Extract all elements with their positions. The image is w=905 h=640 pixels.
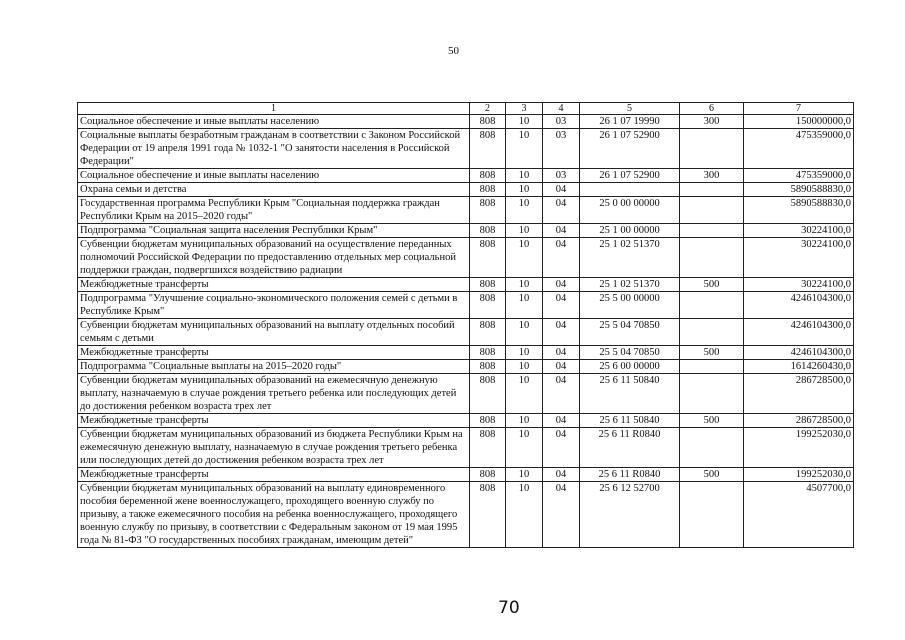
cell-c4: 03 bbox=[543, 169, 580, 183]
cell-c5: 25 6 11 R0840 bbox=[580, 468, 680, 482]
cell-c3: 10 bbox=[506, 360, 543, 374]
page-number: 50 bbox=[448, 45, 459, 57]
cell-c4: 04 bbox=[543, 346, 580, 360]
cell-c3: 10 bbox=[506, 183, 543, 197]
row-name: Охрана семьи и детства bbox=[78, 183, 470, 197]
cell-c4: 03 bbox=[543, 115, 580, 129]
row-name: Субвенции бюджетам муниципальных образований на осуществление переданных полномочий Российской Федерации по предоставлению отдельных мер социальной поддержки граждан, подвергшихся воздействию радиации bbox=[78, 238, 470, 278]
cell-c2: 808 bbox=[470, 319, 506, 346]
cell-c4: 04 bbox=[543, 319, 580, 346]
table-row bbox=[78, 468, 854, 482]
cell-amount: 4507700,0 bbox=[744, 482, 854, 548]
table-row bbox=[78, 169, 854, 183]
column-header: 3 bbox=[506, 103, 543, 115]
cell-c2: 808 bbox=[470, 238, 506, 278]
row-name: Субвенции бюджетам муниципальных образований на выплату отдельных пособий семьям с детьми bbox=[78, 319, 470, 346]
row-name: Субвенции бюджетам муниципальных образований из бюджета Республики Крым на ежемесячную денежную выплату, назначаемую в случае рождения третьего ребенка или последующих детей до достижения ребенком возраста трех лет bbox=[78, 428, 470, 468]
cell-c5: 25 6 11 50840 bbox=[580, 374, 680, 414]
cell-c5: 25 1 02 51370 bbox=[580, 278, 680, 292]
cell-c5: 26 1 07 52900 bbox=[580, 129, 680, 169]
table-row bbox=[78, 115, 854, 129]
cell-c4: 04 bbox=[543, 374, 580, 414]
table-row bbox=[78, 197, 854, 224]
row-name: Подпрограмма "Социальная защита населения Республики Крым" bbox=[78, 224, 470, 238]
table-row bbox=[78, 238, 854, 278]
cell-amount: 286728500,0 bbox=[744, 414, 854, 428]
table-row bbox=[78, 346, 854, 360]
cell-c4: 03 bbox=[543, 129, 580, 169]
cell-c4: 04 bbox=[543, 224, 580, 238]
table-row bbox=[78, 183, 854, 197]
cell-amount: 4246104300,0 bbox=[744, 292, 854, 319]
cell-amount: 199252030,0 bbox=[744, 468, 854, 482]
cell-c6: 500 bbox=[680, 468, 744, 482]
row-name: Подпрограмма "Социальные выплаты на 2015–2020 годы" bbox=[78, 360, 470, 374]
cell-c3: 10 bbox=[506, 224, 543, 238]
cell-amount: 150000000,0 bbox=[744, 115, 854, 129]
column-header: 7 bbox=[744, 103, 854, 115]
cell-c4: 04 bbox=[543, 238, 580, 278]
cell-c3: 10 bbox=[506, 169, 543, 183]
column-header: 5 bbox=[580, 103, 680, 115]
cell-c6 bbox=[680, 292, 744, 319]
table-row bbox=[78, 292, 854, 319]
row-name: Социальные выплаты безработным гражданам в соответствии с Законом Российской Федерации от 19 апреля 1991 года № 1032-1 "О занятости населения в Российской Федерации" bbox=[78, 129, 470, 169]
cell-c5: 25 6 00 00000 bbox=[580, 360, 680, 374]
cell-c5: 25 5 00 00000 bbox=[580, 292, 680, 319]
cell-c5: 26 1 07 19990 bbox=[580, 115, 680, 129]
cell-c4: 04 bbox=[543, 428, 580, 468]
column-header: 1 bbox=[78, 103, 470, 115]
row-name: Субвенции бюджетам муниципальных образований на ежемесячную денежную выплату, назначаемую в случае рождения третьего ребенка или последующих детей до достижения ребенком возраста трех лет bbox=[78, 374, 470, 414]
cell-amount: 199252030,0 bbox=[744, 428, 854, 468]
cell-c6: 500 bbox=[680, 414, 744, 428]
cell-c3: 10 bbox=[506, 238, 543, 278]
row-name: Межбюджетные трансферты bbox=[78, 346, 470, 360]
cell-c2: 808 bbox=[470, 224, 506, 238]
cell-c4: 04 bbox=[543, 278, 580, 292]
cell-c6 bbox=[680, 374, 744, 414]
cell-c4: 04 bbox=[543, 360, 580, 374]
table-row bbox=[78, 360, 854, 374]
cell-c3: 10 bbox=[506, 115, 543, 129]
cell-c6 bbox=[680, 319, 744, 346]
cell-c6 bbox=[680, 183, 744, 197]
cell-c6 bbox=[680, 238, 744, 278]
cell-c2: 808 bbox=[470, 482, 506, 548]
cell-c5 bbox=[580, 183, 680, 197]
cell-c2: 808 bbox=[470, 183, 506, 197]
cell-c2: 808 bbox=[470, 115, 506, 129]
cell-c5: 25 1 00 00000 bbox=[580, 224, 680, 238]
cell-c5: 25 0 00 00000 bbox=[580, 197, 680, 224]
table-row bbox=[78, 319, 854, 346]
row-name: Межбюджетные трансферты bbox=[78, 414, 470, 428]
cell-c5: 25 5 04 70850 bbox=[580, 346, 680, 360]
cell-amount: 30224100,0 bbox=[744, 278, 854, 292]
cell-c4: 04 bbox=[543, 414, 580, 428]
table-row bbox=[78, 374, 854, 414]
cell-amount: 30224100,0 bbox=[744, 238, 854, 278]
row-name: Государственная программа Республики Крым "Социальная поддержка граждан Республики Крым на 2015–2020 годы" bbox=[78, 197, 470, 224]
cell-c4: 04 bbox=[543, 197, 580, 224]
cell-c2: 808 bbox=[470, 169, 506, 183]
row-name: Подпрограмма "Улучшение социально-экономического положения семей с детьми в Республике Крым" bbox=[78, 292, 470, 319]
cell-c2: 808 bbox=[470, 360, 506, 374]
cell-c5: 25 1 02 51370 bbox=[580, 238, 680, 278]
cell-amount: 5890588830,0 bbox=[744, 183, 854, 197]
cell-c3: 10 bbox=[506, 278, 543, 292]
cell-c2: 808 bbox=[470, 468, 506, 482]
cell-c4: 04 bbox=[543, 183, 580, 197]
cell-amount: 4246104300,0 bbox=[744, 319, 854, 346]
cell-amount: 1614260430,0 bbox=[744, 360, 854, 374]
budget-table bbox=[77, 102, 854, 548]
cell-c3: 10 bbox=[506, 374, 543, 414]
cell-c6 bbox=[680, 482, 744, 548]
cell-c4: 04 bbox=[543, 468, 580, 482]
cell-c6: 500 bbox=[680, 346, 744, 360]
cell-c6: 300 bbox=[680, 169, 744, 183]
cell-c4: 04 bbox=[543, 482, 580, 548]
cell-c2: 808 bbox=[470, 129, 506, 169]
cell-c6 bbox=[680, 360, 744, 374]
cell-amount: 30224100,0 bbox=[744, 224, 854, 238]
cell-amount: 286728500,0 bbox=[744, 374, 854, 414]
cell-c6: 300 bbox=[680, 115, 744, 129]
column-header: 2 bbox=[470, 103, 506, 115]
cell-c3: 10 bbox=[506, 346, 543, 360]
cell-amount: 4246104300,0 bbox=[744, 346, 854, 360]
table-row bbox=[78, 224, 854, 238]
cell-c6 bbox=[680, 224, 744, 238]
cell-c6 bbox=[680, 428, 744, 468]
cell-c3: 10 bbox=[506, 129, 543, 169]
cell-amount: 475359000,0 bbox=[744, 169, 854, 183]
table-row bbox=[78, 129, 854, 169]
cell-c4: 04 bbox=[543, 292, 580, 319]
cell-c3: 10 bbox=[506, 482, 543, 548]
cell-amount: 5890588830,0 bbox=[744, 197, 854, 224]
cell-c2: 808 bbox=[470, 346, 506, 360]
cell-c3: 10 bbox=[506, 414, 543, 428]
cell-c2: 808 bbox=[470, 374, 506, 414]
cell-c5: 25 6 11 R0840 bbox=[580, 428, 680, 468]
cell-c2: 808 bbox=[470, 197, 506, 224]
cell-c3: 10 bbox=[506, 468, 543, 482]
cell-c6: 500 bbox=[680, 278, 744, 292]
table-row bbox=[78, 482, 854, 548]
cell-c3: 10 bbox=[506, 292, 543, 319]
row-name: Субвенции бюджетам муниципальных образований на выплату единовременного пособия беременной жене военнослужащего, проходящего военную службу по призыву, а также ежемесячного пособия на ребенка военнослужащего, проходящего военную службу по призыву, в соответствии с Федеральным законом от 19 мая 1995 года № 81-ФЗ "О государственных пособиях гражданам, имеющим детей" bbox=[78, 482, 470, 548]
table-header-row bbox=[78, 103, 854, 115]
cell-c6 bbox=[680, 197, 744, 224]
handwritten-page-mark: 70 bbox=[498, 598, 520, 618]
cell-c2: 808 bbox=[470, 428, 506, 468]
table-row bbox=[78, 428, 854, 468]
row-name: Межбюджетные трансферты bbox=[78, 278, 470, 292]
column-header: 4 bbox=[543, 103, 580, 115]
row-name: Межбюджетные трансферты bbox=[78, 468, 470, 482]
row-name: Социальное обеспечение и иные выплаты населению bbox=[78, 115, 470, 129]
cell-c6 bbox=[680, 129, 744, 169]
cell-c2: 808 bbox=[470, 414, 506, 428]
cell-c3: 10 bbox=[506, 197, 543, 224]
cell-amount: 475359000,0 bbox=[744, 129, 854, 169]
table-row bbox=[78, 414, 854, 428]
cell-c5: 26 1 07 52900 bbox=[580, 169, 680, 183]
cell-c2: 808 bbox=[470, 278, 506, 292]
row-name: Социальное обеспечение и иные выплаты населению bbox=[78, 169, 470, 183]
cell-c3: 10 bbox=[506, 319, 543, 346]
cell-c3: 10 bbox=[506, 428, 543, 468]
cell-c2: 808 bbox=[470, 292, 506, 319]
cell-c5: 25 5 04 70850 bbox=[580, 319, 680, 346]
table-row bbox=[78, 278, 854, 292]
cell-c5: 25 6 12 52700 bbox=[580, 482, 680, 548]
column-header: 6 bbox=[680, 103, 744, 115]
cell-c5: 25 6 11 50840 bbox=[580, 414, 680, 428]
